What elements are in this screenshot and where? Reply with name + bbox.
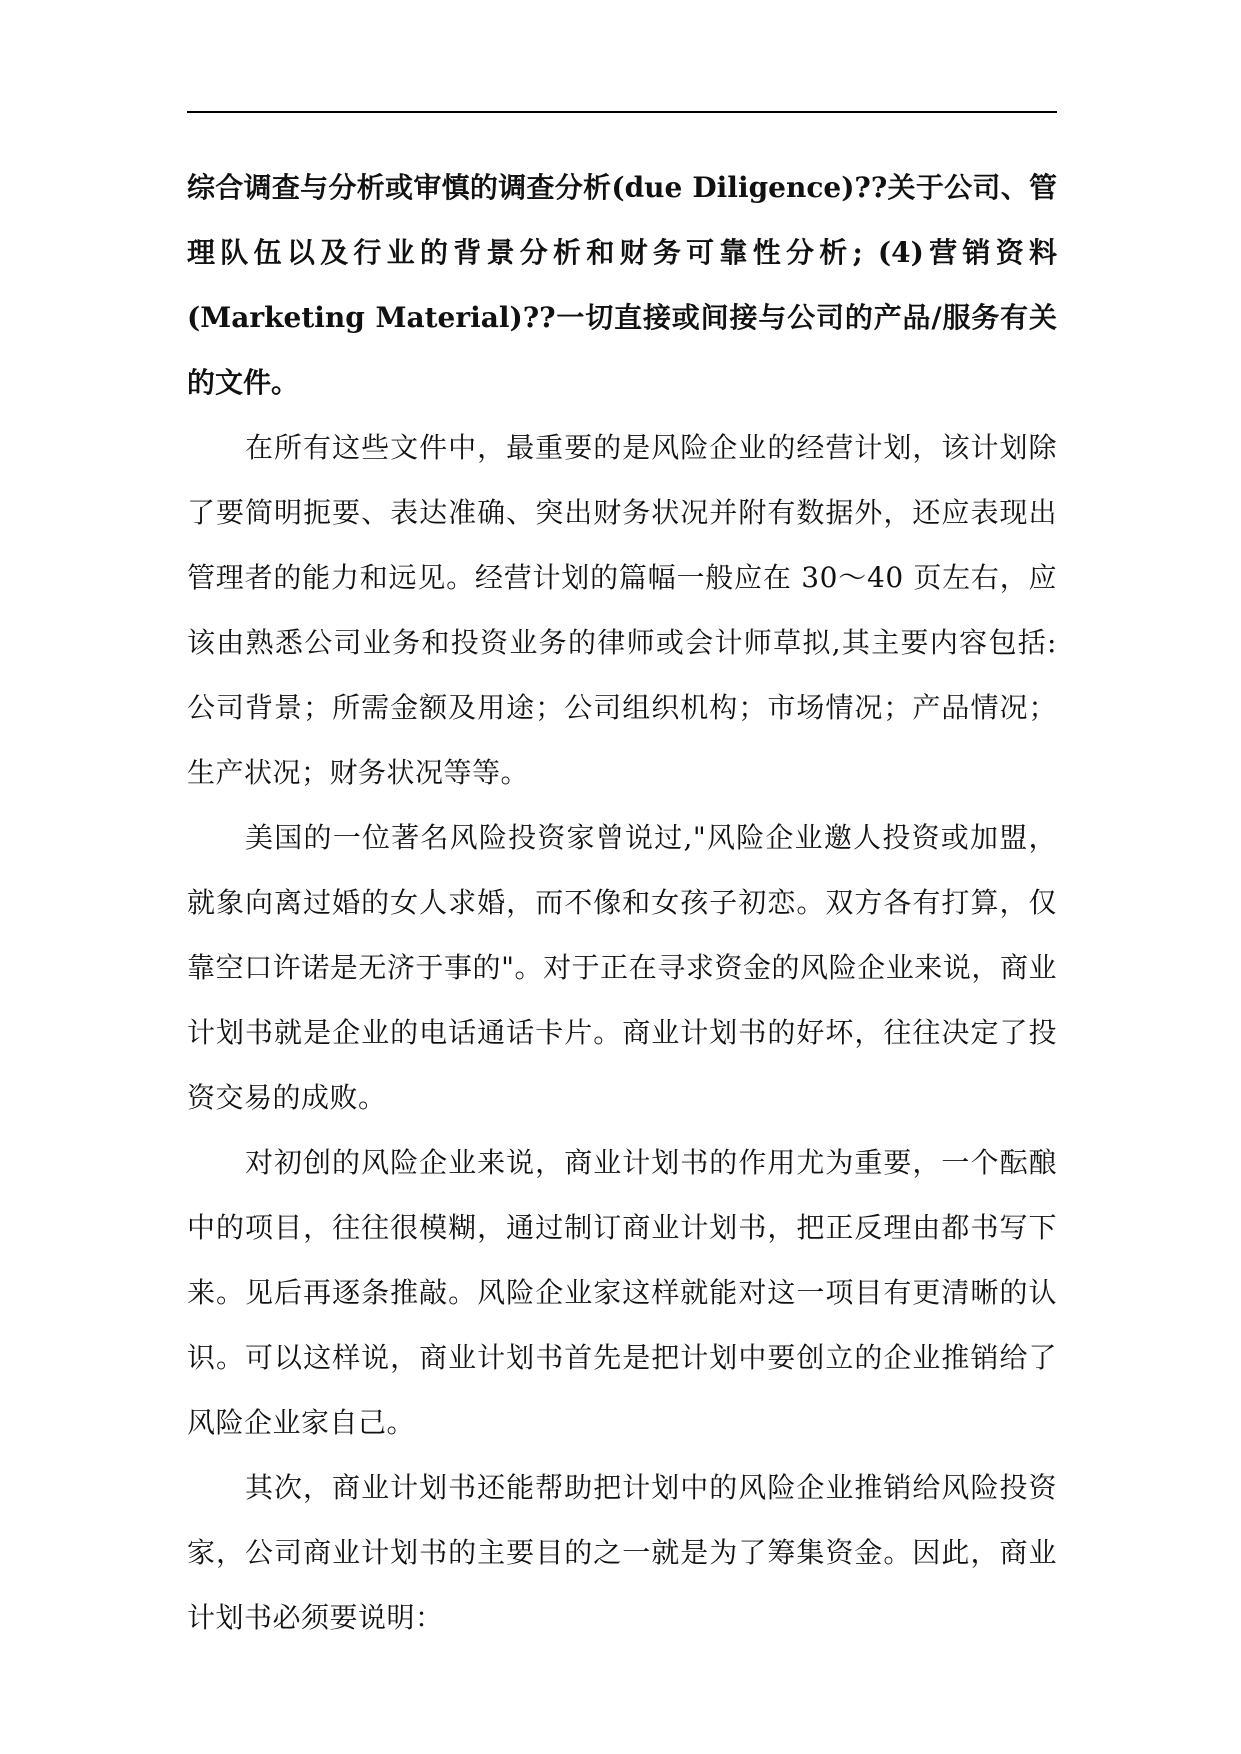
paragraph-fundraising-purpose: 其次，商业计划书还能帮助把计划中的风险企业推销给风险投资家，公司商业计划书的主要目的之一就是为了筹集资金。因此，商业计划书必须要说明： [187, 1471, 1057, 1634]
paragraph-business-plan-content: 在所有这些文件中，最重要的是风险企业的经营计划，该计划除了要简明扼要、表达准确、突出财务状况并附有数据外，还应表现出管理者的能力和远见。经营计划的篇幅一般应在 30～40 页左右，应该由熟悉公司业务和投资业务的律师或会计师草拟,其主要内容包括:公司背景；所需金额及用途；公司组织机构；市场情况；产品情况；生产状况；财务状况等等。 [187, 431, 1057, 789]
paragraph-startup-importance: 对初创的风险企业来说，商业计划书的作用尤为重要，一个酝酿中的项目，往往很模糊，通过制订商业计划书，把正反理由都书写下来。见后再逐条推敲。风险企业家这样就能对这一项目有更清晰的认识。可以这样说，商业计划书首先是把计划中要创立的企业推销给了风险企业家自己。 [187, 1146, 1057, 1439]
header-rule [187, 111, 1057, 113]
paragraph-investor-quote: 美国的一位著名风险投资家曾说过,"风险企业邀人投资或加盟，就象向离过婚的女人求婚，而不像和女孩子初恋。双方各有打算，仅靠空口许诺是无济于事的"。对于正在寻求资金的风险企业来说，商业计划书就是企业的电话通话卡片。商业计划书的好坏，往往决定了投资交易的成败。 [187, 821, 1057, 1114]
paragraph-due-diligence-marketing: 综合调查与分析或审慎的调查分析(due Diligence)??关于公司、管理队伍以及行业的背景分析和财务可靠性分析; (4)营销资料(Marketing Material)??一切直接或间接与公司的产品/服务有关的文件。 [187, 171, 1057, 399]
document-body [187, 155, 1057, 1650]
